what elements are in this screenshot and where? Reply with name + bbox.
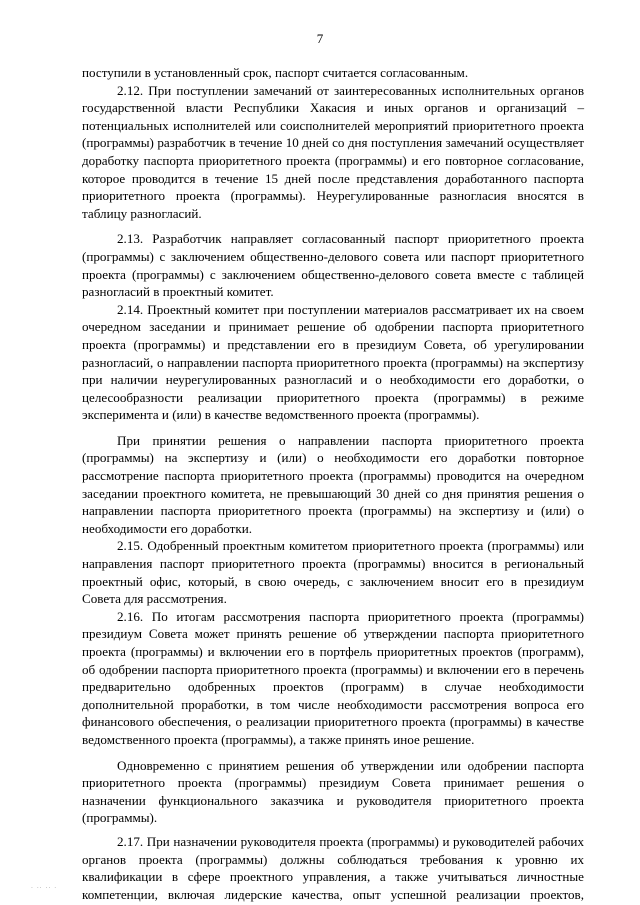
paragraph-2-14: 2.14. Проектный комитет при поступлении материалов рассматривает их на своем очередном заседании и принимает решение об одобрении паспорта приоритетного проекта (программы) и представлении его в президиум Совета, об урегулировании разногласий, о направлении паспорта приоритетного проекта (программы) на экспертизу при наличии неурегулированных разногласий и о необходимости его доработки, о целесообразности реализации приоритетного проекта (программы) в режиме эксперимента и (или) в качестве ведомственного проекта (программы). (82, 301, 584, 423)
paragraph-2-13: 2.13. Разработчик направляет согласованный паспорт приоритетного проекта (программы) с заключением общественно-делового совета или паспорт приоритетного проекта (программы) с заключением общественно-делового совета вместе с таблицей разногласий в проектный комитет. (82, 231, 584, 300)
paragraph-continuation: поступили в установленный срок, паспорт считается согласованным. (82, 65, 469, 80)
paragraph-2-15: 2.15. Одобренный проектным комитетом приоритетного проекта (программы) или направления паспорт приоритетного проекта (программы) вносится в региональный проектный офис, который, в свою очередь, с заключением вносит его в президиум Совета для рассмотрения. (82, 538, 584, 607)
page-number: 7 (316, 31, 324, 46)
paragraph-2-17: 2.17. При назначении руководителя проекта (программы) и руководителей рабочих органов проекта (программы) должны соблюдаться требования к уровню их квалификации в сфере проектного управления, а также учитываться личностные компетенции, включая лидерские качества, опыт успешной реализации проектов, (82, 833, 584, 902)
document-body (82, 64, 584, 903)
paragraph-2-16-simultaneous: Одновременно с принятием решения об утверждении или одобрении паспорта приоритетного проекта (программы) президиум Совета принимает решения о назначении функционального заказчика и руководителя приоритетного проекта (программы). (82, 757, 584, 826)
scan-footer-mark: · ·· ·· · (31, 885, 58, 892)
paragraph-2-14-expertise: При принятии решения о направлении паспорта приоритетного проекта (программы) на экспертизу и (или) о необходимости его доработки повторное рассмотрение паспорта приоритетного проекта (программы) проводится на очередном заседании проектного комитета, не превышающий 30 дней со дня принятия решения о направлении паспорта приоритетного проекта (программы) на экспертизу и (или) о необходимости его доработки. (82, 432, 584, 536)
paragraph-2-16: 2.16. По итогам рассмотрения паспорта приоритетного проекта (программы) президиум Совета может принять решение об утверждении паспорта приоритетного проекта (программы) и включении его в портфель приоритетных проектов (программ), об одобрении паспорта приоритетного проекта (программы) и включении его в перечень предварительно одобренных проектов (программ) в случае необходимости дополнительной проработки, в том числе необходимости рассмотрения вопроса его финансового обеспечения, о реализации приоритетного проекта (программы) в качестве ведомственного проекта (программы), а также принять иное решение. (82, 608, 584, 747)
paragraph-2-12: 2.12. При поступлении замечаний от заинтересованных исполнительных органов государственной власти Республики Хакасия и иных органов и организаций – потенциальных исполнителей или соисполнителей мероприятий приоритетного проекта (программы) разработчик в течение 10 дней со дня поступления замечаний осуществляет доработку паспорта приоритетного проекта (программы) и его повторное согласование, которое проводится в течение 15 дней после представления доработанного паспорта приоритетного проекта (программы). Неурегулированные разногласия вносятся в таблицу разногласий. (82, 82, 584, 221)
